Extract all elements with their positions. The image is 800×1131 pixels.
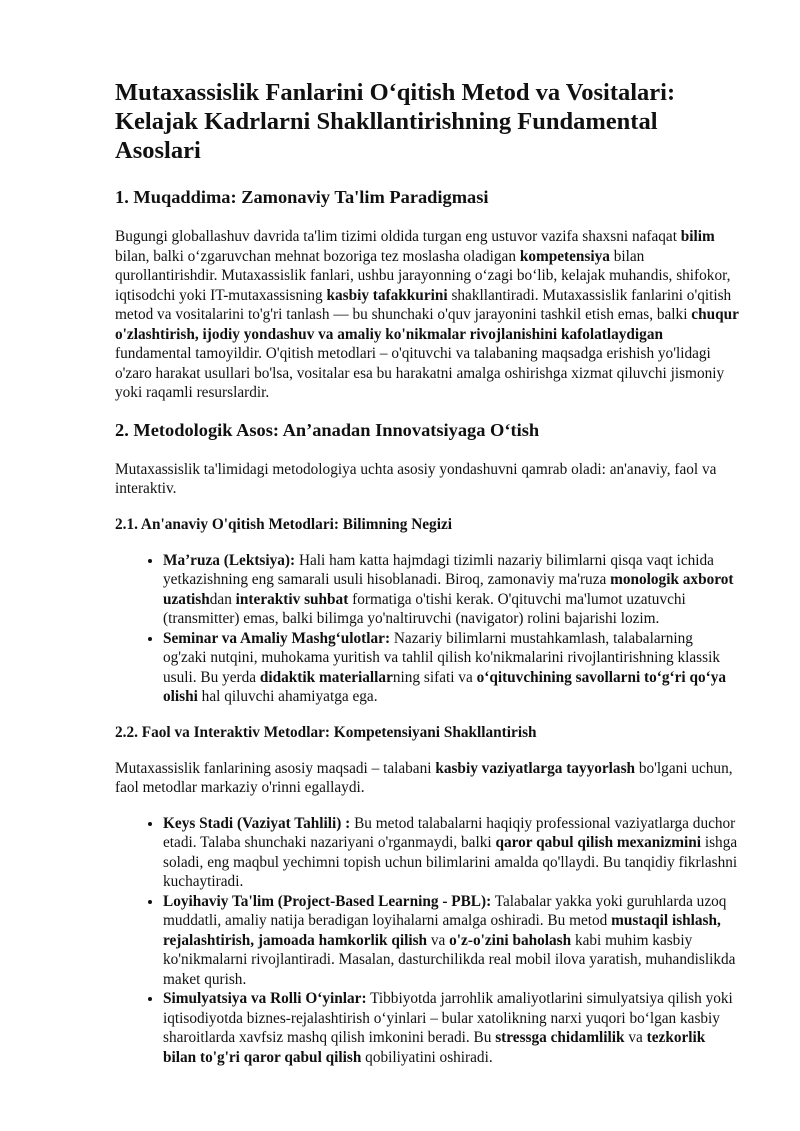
- section-1-heading: 1. Muqaddima: Zamonaviy Ta'lim Paradigmasi: [115, 187, 489, 207]
- bold-run: tezkorlik bilan to'g'ri qaror qabul qilish: [163, 1029, 706, 1066]
- bold-run: chuqur o'zlashtirish, ijodiy yondashuv va amaliy ko'nikmalar rivojlanishini kafolatlaydigan: [115, 306, 739, 343]
- document-title: Mutaxassislik Fanlarini O‘qitish Metod va Vositalari: Kelajak Kadrlarni Shakllantirishning Fundamental Asoslari: [115, 79, 676, 164]
- item-term: Loyihaviy Ta'lim (Project-Based Learning - PBL):: [163, 892, 492, 910]
- list-item: [163, 629, 740, 707]
- section-2-intro: Mutaxassislik ta'limidagi metodologiya uchta asosiy yondashuvni qamrab oladi: an'anaviy, faol va interaktiv.: [115, 460, 717, 497]
- text-run: bilan, balki o‘zgaruvchan mehnat bozoriga tez moslasha oladigan: [115, 247, 520, 265]
- item-term: Simulyatsiya va Rolli O‘yinlar:: [163, 990, 367, 1007]
- text-run: qobiliyatini oshiradi.: [361, 1048, 493, 1066]
- text-run: hal qiluvchi ahamiyatga ega.: [197, 688, 378, 705]
- text-run: fundamental tamoyildir. O'qitish metodlari – o'qituvchi va talabaning maqsadga erishish yo'lidagi o'zaro harakat usullari bo'lsa, vositalar esa bu harakatni amalga oshirishga xizmat qiluvchi jismoniy yoki raqamli resurslardir.: [115, 345, 725, 401]
- text-run: shakllantiradi. Mutaxassislik fanlarini o'qitish metod va vositalarini to'g'ri tanlash — bu shunchaki o'quv jarayonini tashkil etish emas, balki: [115, 286, 732, 323]
- bold-run: o‘qituvchining savollarni to‘g‘ri qo‘ya olishi: [163, 668, 727, 705]
- bold-run: bilim: [680, 228, 715, 245]
- text-run: kabi muhim kasbiy ko'nikmalarni rivojlantiradi. Masalan, dasturchilikda real mobil ilova yaratish, muhandislikda maket qurish.: [163, 931, 736, 988]
- section-2-1-heading: 2.1. An'anaviy O'qitish Metodlari: Bilimning Negizi: [115, 515, 452, 533]
- bold-run: monologik axborot uzatish: [163, 571, 734, 608]
- bold-run: kasbiy vaziyatlarga tayyorlash: [435, 759, 636, 777]
- text-run: Hali ham katta hajmdagi tizimli nazariy bilimlarni qisqa vaqt ichida yetkazishning eng samarali usuli hisoblanadi. Biroq, zamonaviy ma'ruza: [163, 551, 714, 588]
- bold-run: mustaqil ishlash, rejalashtirish, jamoada hamkorlik qilish: [163, 912, 721, 949]
- traditional-methods-list: [115, 551, 740, 707]
- text-run: bo'lgani uchun, faol metodlar markaziy o'rinni egallaydi.: [115, 759, 733, 796]
- list-item: [163, 989, 740, 1067]
- item-term: Ma’ruza (Lektsiya):: [163, 551, 296, 569]
- item-term: Keys Stadi (Vaziyat Tahlili) :: [163, 814, 351, 832]
- text-run: ning sifati va: [392, 668, 477, 686]
- text-run: Talabalar yakka yoki guruhlarda uzoq muddatli, amaliy natija beradigan loyihalarni amalga oshiradi. Bu metod: [163, 892, 727, 929]
- section-2-2-intro: [115, 759, 740, 798]
- list-item: [163, 551, 740, 629]
- text-run: Bugungi globallashuv davrida ta'lim tizimi oldida turgan eng ustuvor vazifa shaxsni nafaqat: [115, 228, 681, 245]
- section-1-paragraph: [115, 227, 740, 403]
- text-run: Bu metod talabalarni haqiqiy professional vaziyatlarga duchor etadi. Talaba shunchaki nazariyani o'rganmaydi, balki: [163, 814, 736, 851]
- text-run: va: [427, 931, 450, 949]
- text-run: va: [624, 1029, 647, 1046]
- bold-run: o'z-o'zini baholash: [449, 931, 572, 949]
- section-2-heading: 2. Metodologik Asos: An’anadan Innovatsiyaga O‘tish: [115, 419, 540, 440]
- bold-run: didaktik materiallar: [259, 668, 393, 686]
- text-run: Tibbiyotda jarrohlik amaliyotlarini simulyatsiya qilish yoki iqtisodiyotda biznes-rejalashtirish o‘yinlari – bular xatolikning narxi yuqori bo‘lgan kasbiy sharoitlarda xavfsiz mashq qilish imkonini beradi. Bu: [163, 990, 733, 1046]
- bold-run: kompetensiya: [519, 247, 610, 265]
- section-2-2-heading: 2.2. Faol va Interaktiv Metodlar: Kompetensiyani Shakllantirish: [115, 723, 537, 741]
- bold-run: interaktiv suhbat: [235, 590, 349, 608]
- item-term: Seminar va Amaliy Mashg‘ulotlar:: [163, 629, 391, 647]
- list-item: [163, 892, 740, 990]
- text-run: ishga soladi, eng maqbul yechimni topish uchun bilimlarini amalda qo'llaydi. Bu tanqidiy fikrlashni kuchaytiradi.: [163, 834, 738, 890]
- text-run: Mutaxassislik fanlarining asosiy maqsadi – talabani: [115, 759, 436, 777]
- bold-run: qaror qabul qilish mexanizmini: [495, 834, 702, 851]
- bold-run: stressga chidamlilik: [495, 1029, 625, 1046]
- bold-run: kasbiy tafakkurini: [326, 286, 448, 304]
- text-run: bilan qurollantirishdir. Mutaxassislik fanlari, ushbu jarayonning o‘zagi bo‘lib, kelajak muhandis, shifokor, iqtisodchi yoki IT-mutaxassisning: [115, 247, 731, 304]
- text-run: dan: [209, 590, 236, 608]
- active-methods-list: [115, 814, 740, 1068]
- text-run: formatiga o'tishi kerak. O'qituvchi ma'lumot uzatuvchi (transmitter) emas, balki bilimga yo'naltiruvchi (navigator) rolini bajarishi lozim.: [163, 590, 686, 627]
- text-run: Nazariy bilimlarni mustahkamlash, talabalarning og'zaki nutqini, muhokama yuritish va tahlil qilish ko'nikmalarini rivojlantirishning klassik usuli. Bu yerda: [163, 629, 720, 686]
- list-item: [163, 814, 740, 892]
